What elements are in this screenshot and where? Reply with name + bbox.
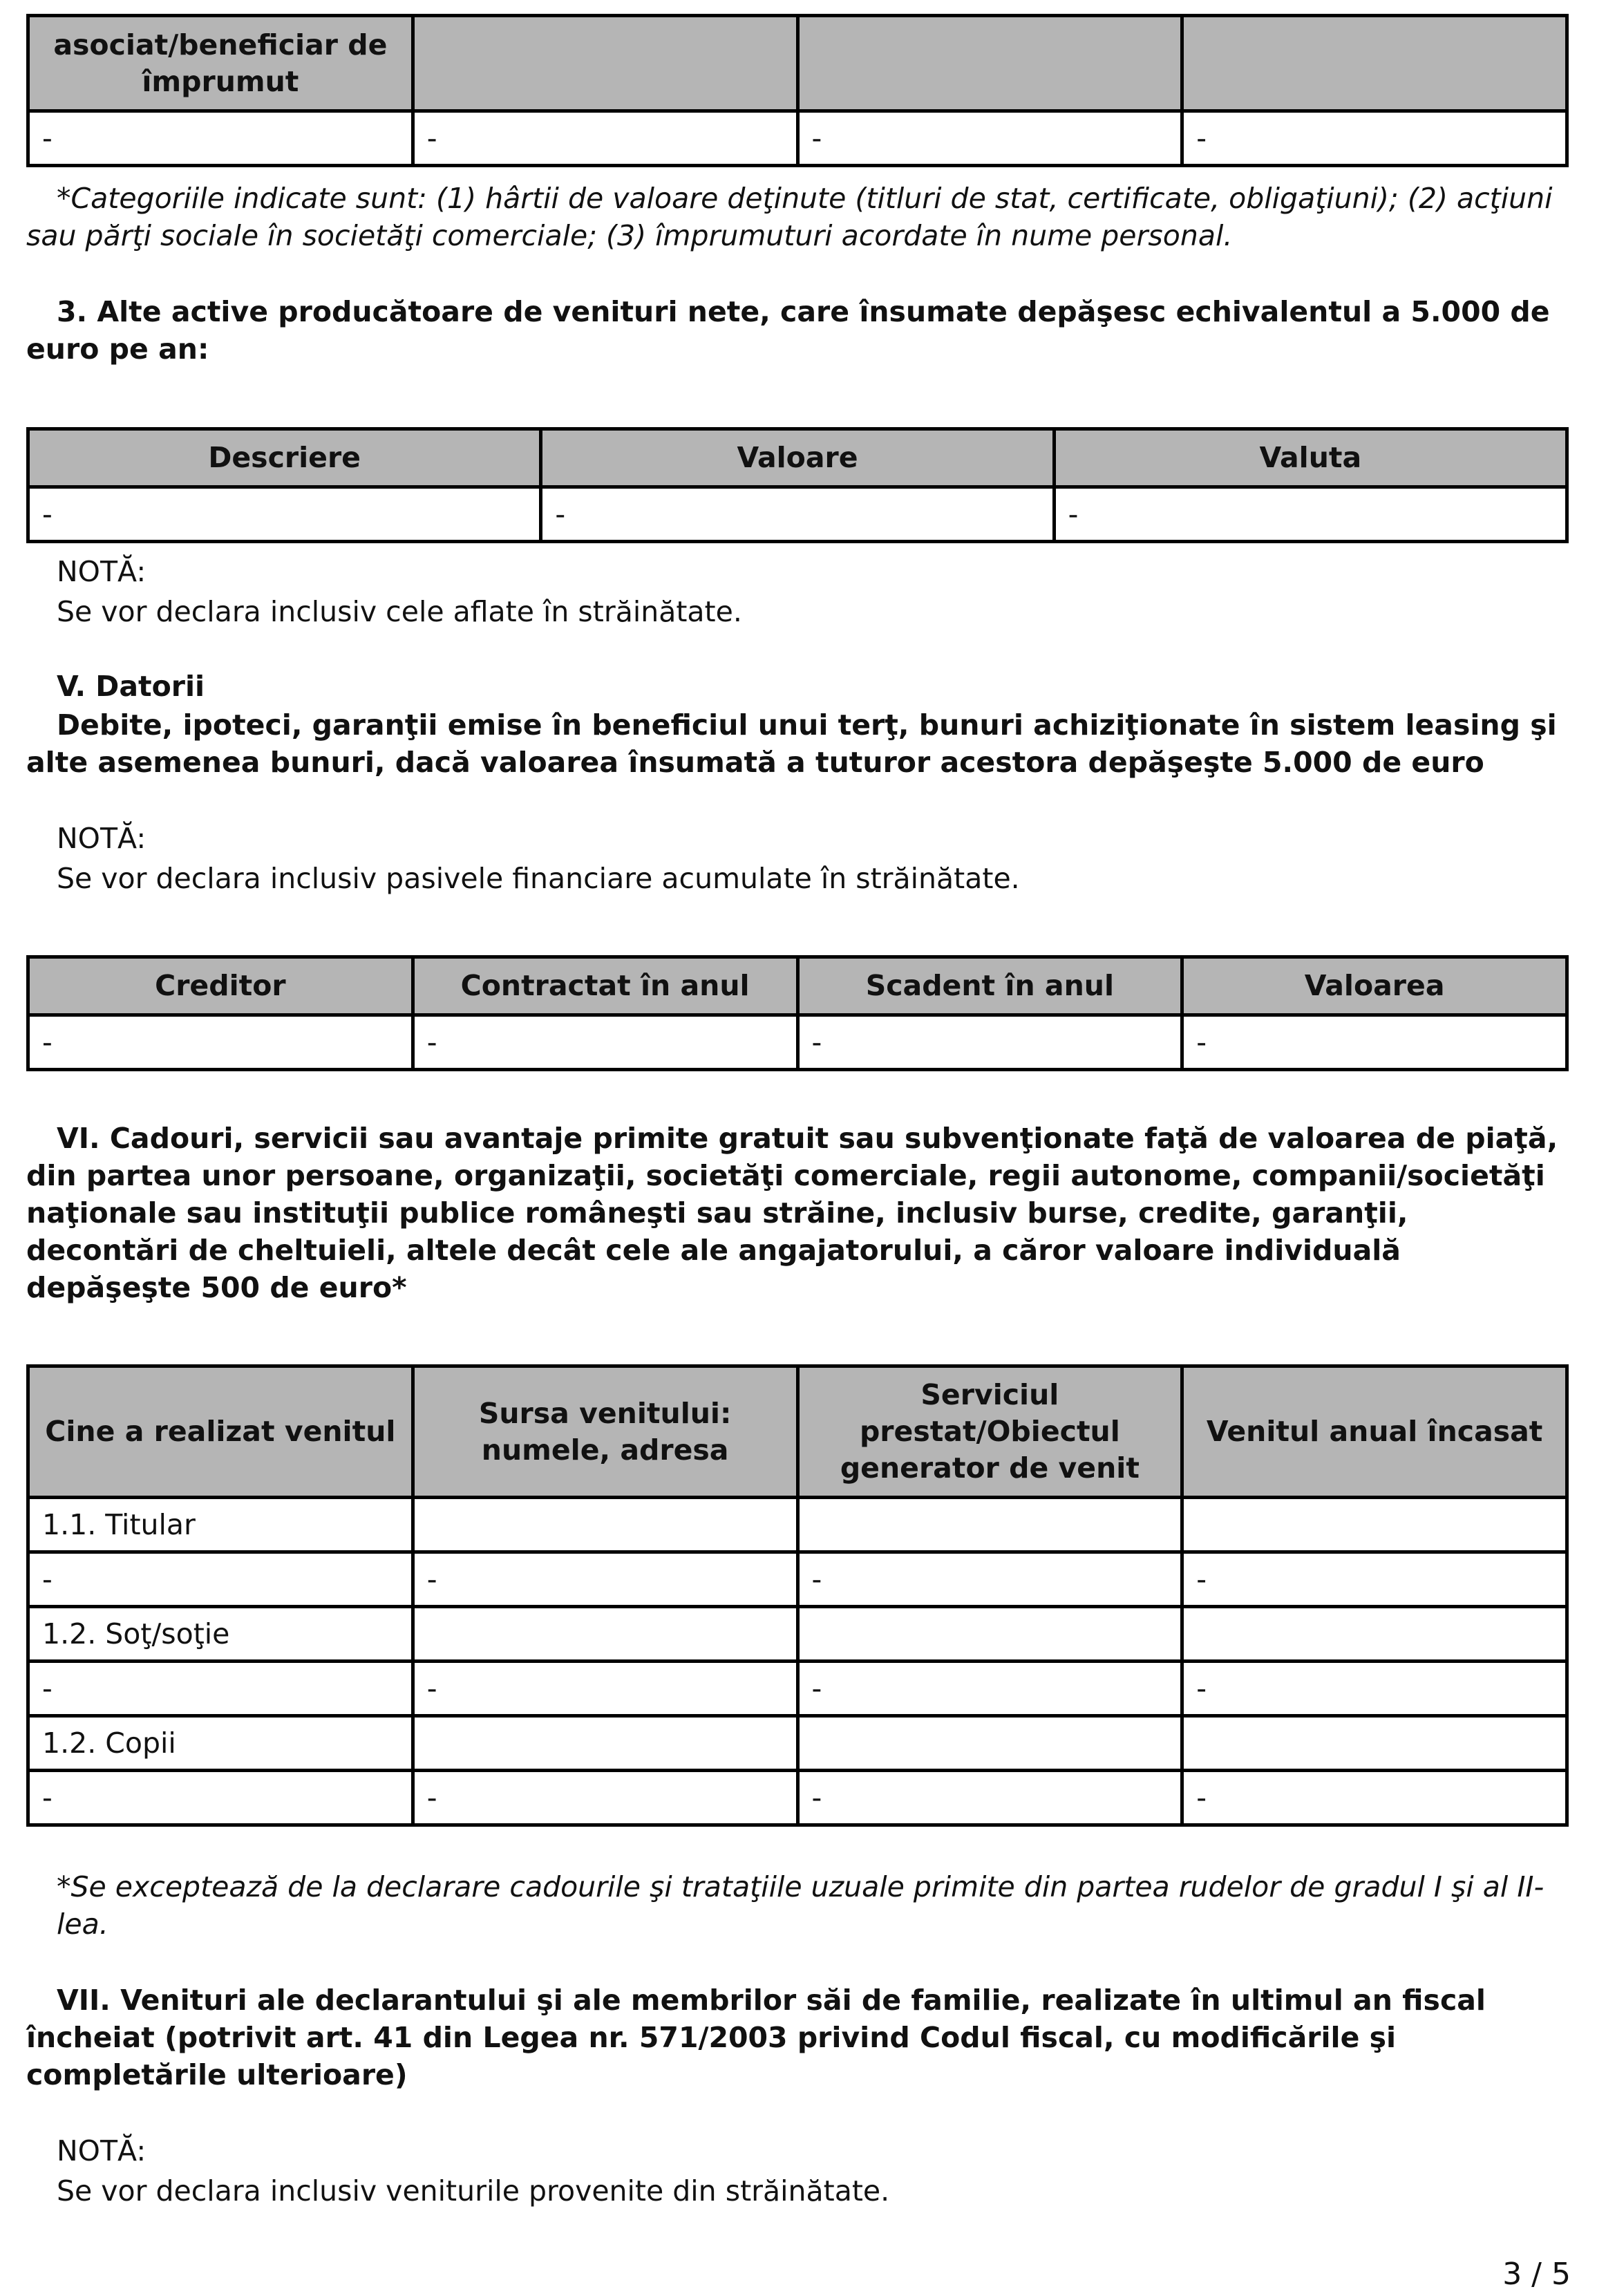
group-row-copii — [28, 1716, 1567, 1771]
table-cell: - — [1054, 487, 1567, 542]
column-header: Contractat în anul — [413, 957, 797, 1015]
note-text: Se vor declara inclusiv cele aflate în străinătate. — [57, 595, 742, 628]
table-header-row — [28, 429, 1567, 487]
table-cell: - — [1182, 1662, 1567, 1716]
group-label: 1.2. Copii — [28, 1716, 413, 1771]
other-assets-table — [26, 427, 1569, 543]
table-cell: - — [28, 1662, 413, 1716]
table-cell: - — [413, 1552, 797, 1607]
group-label: 1.2. Soţ/soţie — [28, 1607, 413, 1662]
debts-table — [26, 955, 1569, 1071]
table-cell: - — [797, 1015, 1182, 1070]
table-row — [28, 1662, 1567, 1716]
table-header-row — [28, 957, 1567, 1015]
table-row — [28, 487, 1567, 542]
group-label: 1.1. Titular — [28, 1498, 413, 1552]
page-number: 3 / 5 — [1502, 2257, 1571, 2292]
column-header: Creditor — [28, 957, 413, 1015]
table-cell: - — [28, 1015, 413, 1070]
table-row — [28, 111, 1567, 166]
table-cell: - — [28, 487, 541, 542]
section-3-heading: 3. Alte active producătoare de venituri nete, care însumate depăşesc echivalentul a 5.000 de euro pe an: — [26, 295, 1550, 366]
table-row — [28, 1552, 1567, 1607]
table-row — [28, 1015, 1567, 1070]
column-header: asociat/beneficiar de împrumut — [28, 16, 413, 111]
column-header: Scadent în anul — [797, 957, 1182, 1015]
document-page — [26, 14, 1569, 2210]
column-header: Descriere — [28, 429, 541, 487]
column-header: Valoarea — [1182, 957, 1567, 1015]
assets-continuation-table — [26, 14, 1569, 167]
table-cell: - — [413, 1771, 797, 1825]
table-cell: - — [797, 111, 1182, 166]
categories-footnote: *Categoriile indicate sunt: (1) hârtii de valoare deţinute (titluri de stat, certificate, obligaţiuni); (2) acţiuni sau părţi sociale în societăţi comerciale; (3) împrumuturi acordate în nume personal. — [26, 182, 1553, 252]
column-header — [797, 16, 1182, 111]
section-vii-heading: VII. Venituri ale declarantului şi ale membrilor săi de familie, realizate în ultimul an fiscal încheiat (potrivit art. 41 din Legea nr. 571/2003 privind Codul fiscal, cu modificările şi completările ulterioare) — [26, 1984, 1486, 2091]
column-header — [413, 16, 797, 111]
table-header-row — [28, 1366, 1567, 1498]
table-cell: - — [413, 1662, 797, 1716]
group-row-titular — [28, 1498, 1567, 1552]
table-cell: - — [1182, 1552, 1567, 1607]
table-cell: - — [28, 1552, 413, 1607]
gifts-footnote: *Se exceptează de la declarare cadourile şi trataţiile uzuale primite din partea rudelor de gradul I şi al II-lea. — [57, 1870, 1544, 1941]
table-cell: - — [797, 1662, 1182, 1716]
table-cell: - — [413, 1015, 797, 1070]
table-cell: - — [1182, 111, 1567, 166]
table-header-row — [28, 16, 1567, 111]
table-cell: - — [1182, 1015, 1567, 1070]
column-header: Sursa venitului: numele, adresa — [413, 1366, 797, 1498]
table-cell: - — [28, 1771, 413, 1825]
gifts-table — [26, 1364, 1569, 1827]
table-cell: - — [797, 1771, 1182, 1825]
column-header: Venitul anual încasat — [1182, 1366, 1567, 1498]
table-cell: - — [413, 111, 797, 166]
note-label: NOTĂ: — [57, 555, 147, 588]
section-vi-heading: VI. Cadouri, servicii sau avantaje primite gratuit sau subvenţionate faţă de valoarea de piaţă, din partea unor persoane, organizaţii, societăţi comerciale, regii autonome, companii/societăţi naţionale sau instituţii publice româneşti sau străine, inclusiv burse, credite, garanţii, decontări de cheltuieli, altele decât cele ale angajatorului, a căror valoare individuală depăşeşte 500 de euro* — [26, 1122, 1558, 1304]
table-cell: - — [541, 487, 1054, 542]
column-header: Valoare — [541, 429, 1054, 487]
note-label: NOTĂ: — [57, 822, 147, 855]
column-header: Serviciul prestat/Obiectul generator de venit — [797, 1366, 1182, 1498]
note-label: NOTĂ: — [57, 2134, 147, 2167]
note-text: Se vor declara inclusiv veniturile provenite din străinătate. — [57, 2174, 890, 2208]
note-text: Se vor declara inclusiv pasivele financiare acumulate în străinătate. — [57, 862, 1020, 895]
section-v-title: V. Datorii — [57, 670, 205, 703]
section-v-description: Debite, ipoteci, garanţii emise în beneficiul unui terţ, bunuri achiziţionate în sistem leasing şi alte asemenea bunuri, dacă valoarea însumată a tuturor acestora depăşeşte 5.000 de euro — [26, 708, 1557, 779]
table-cell: - — [1182, 1771, 1567, 1825]
column-header — [1182, 16, 1567, 111]
table-row — [28, 1771, 1567, 1825]
table-cell: - — [28, 111, 413, 166]
column-header: Valuta — [1054, 429, 1567, 487]
column-header: Cine a realizat venitul — [28, 1366, 413, 1498]
table-cell: - — [797, 1552, 1182, 1607]
group-row-sot — [28, 1607, 1567, 1662]
